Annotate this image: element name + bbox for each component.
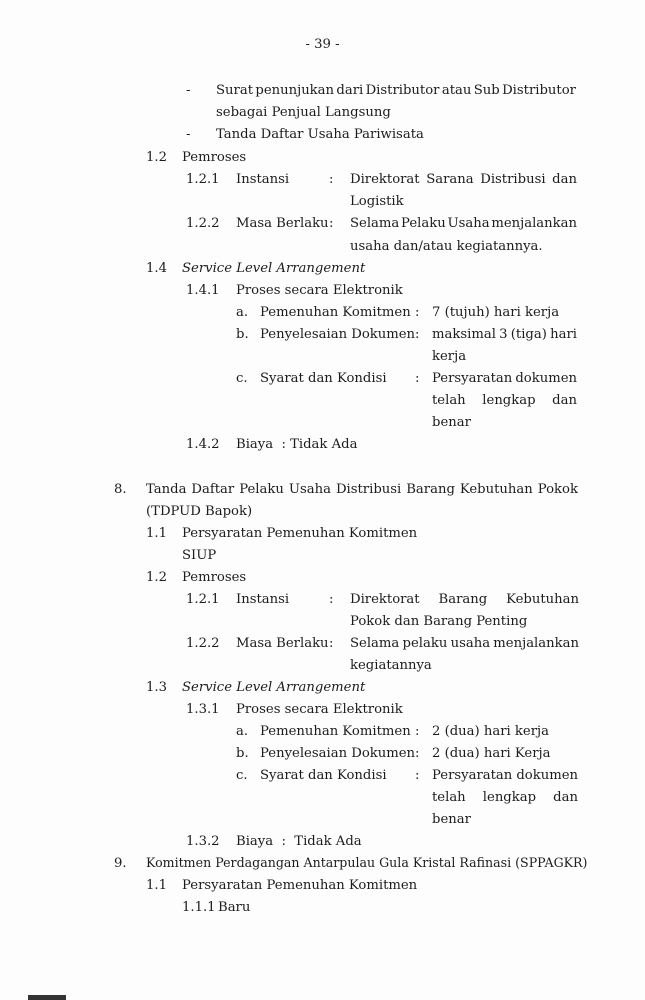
item-letter: b. — [236, 746, 249, 761]
field-value: usaha dan/atau kegiatannya. — [350, 239, 543, 254]
field-value: benar — [432, 415, 471, 430]
item-number: 8. — [114, 482, 127, 497]
field-value: telah lengkap dan — [432, 790, 578, 805]
item-letter: a. — [236, 724, 249, 739]
field-value: 2 (dua) hari kerja — [432, 724, 549, 739]
field-label: Instansi — [236, 592, 290, 607]
field-colon: : — [415, 768, 420, 783]
field-value: kegiatannya — [350, 658, 432, 673]
field-colon: : — [415, 724, 420, 739]
section-title: Persyaratan Pemenuhan Komitmen — [182, 526, 418, 541]
field-value: Direktorat Sarana Distribusi dan — [350, 172, 577, 187]
field-colon: : — [329, 216, 334, 231]
section-number: 1.3 — [146, 680, 167, 695]
section-title: Baru — [218, 900, 251, 915]
field-colon: : — [415, 305, 420, 320]
field-value: benar — [432, 812, 471, 827]
field-label: Syarat dan Kondisi — [260, 768, 387, 783]
field-label: Masa Berlaku — [236, 636, 329, 651]
field-value: telah lengkap dan — [432, 393, 577, 408]
field-value: Logistik — [350, 194, 404, 209]
field-colon: : — [329, 172, 334, 187]
item-title: (TDPUD Bapok) — [146, 504, 253, 519]
field-colon: : — [415, 371, 420, 386]
section-title: Persyaratan Pemenuhan Komitmen — [182, 878, 418, 893]
field-value: 2 (dua) hari Kerja — [432, 746, 551, 761]
bullet-dash: - — [186, 83, 191, 98]
fee-line: Biaya : Tidak Ada — [236, 437, 358, 452]
field-label: Pemenuhan Komitmen — [260, 724, 411, 739]
bullet-line: Tanda Daftar Usaha Pariwisata — [216, 127, 424, 142]
item-title: Tanda Daftar Pelaku Usaha Distribusi Barang Kebutuhan Pokok — [146, 482, 578, 497]
item-title: Komitmen Perdagangan Antarpulau Gula Kristal Rafinasi (SPPAGKR) — [146, 855, 588, 870]
field-value: Direktorat Barang Kebutuhan — [350, 592, 579, 607]
field-colon: : — [329, 592, 334, 607]
section-number: 1.2 — [146, 570, 167, 585]
field-label: Penyelesaian Dokumen — [260, 327, 416, 342]
section-number: 1.1.1 — [182, 900, 216, 915]
requirement-item: SIUP — [182, 548, 217, 563]
bullet-line: sebagai Penjual Langsung — [216, 105, 391, 120]
field-colon: : — [415, 746, 420, 761]
item-letter: c. — [236, 768, 248, 783]
section-number: 1.4.2 — [186, 437, 220, 452]
field-value: Persyaratan dokumen — [432, 768, 578, 783]
field-value: maksimal 3 (tiga) hari — [432, 327, 577, 342]
section-title: Pemroses — [182, 570, 247, 585]
section-number: 1.1 — [146, 878, 167, 893]
section-number: 1.4.1 — [186, 283, 220, 298]
section-number: 1.2.2 — [186, 216, 220, 231]
field-value: 7 (tujuh) hari kerja — [432, 305, 560, 320]
item-number: 9. — [114, 856, 127, 871]
field-value: Persyaratan dokumen — [432, 371, 577, 386]
section-number: 1.2.1 — [186, 592, 220, 607]
field-colon: : — [415, 327, 420, 342]
field-label: Syarat dan Kondisi — [260, 371, 387, 386]
field-value: Selama Pelaku Usaha menjalankan — [350, 216, 577, 231]
section-number: 1.2.1 — [186, 172, 220, 187]
section-title: Proses secara Elektronik — [236, 283, 403, 298]
section-number: 1.2 — [146, 150, 167, 165]
section-title: Proses secara Elektronik — [236, 702, 403, 717]
field-value: Pokok dan Barang Penting — [350, 614, 528, 629]
field-label: Pemenuhan Komitmen — [260, 305, 411, 320]
bullet-line: Surat penunjukan dari Distributor atau Sub Distributor — [216, 83, 576, 98]
field-value: kerja — [432, 349, 467, 364]
fee-line: Biaya : Tidak Ada — [236, 834, 362, 849]
section-title: Service Level Arrangement — [182, 680, 366, 695]
field-colon: : — [329, 636, 334, 651]
section-title: Pemroses — [182, 150, 247, 165]
section-title: Service Level Arrangement — [182, 261, 366, 276]
section-number: 1.1 — [146, 526, 167, 541]
item-letter: c. — [236, 371, 248, 386]
item-letter: a. — [236, 305, 249, 320]
item-letter: b. — [236, 327, 249, 342]
section-number: 1.3.2 — [186, 834, 220, 849]
field-label: Masa Berlaku — [236, 216, 329, 231]
scan-edge-mark — [28, 995, 66, 1000]
field-label: Penyelesaian Dokumen — [260, 746, 416, 761]
field-value: Selama pelaku usaha menjalankan — [350, 636, 579, 651]
section-number: 1.2.2 — [186, 636, 220, 651]
section-number: 1.4 — [146, 261, 167, 276]
bullet-dash: - — [186, 127, 191, 142]
page-number: - 39 - — [305, 37, 340, 52]
field-label: Instansi — [236, 172, 290, 187]
section-number: 1.3.1 — [186, 702, 220, 717]
